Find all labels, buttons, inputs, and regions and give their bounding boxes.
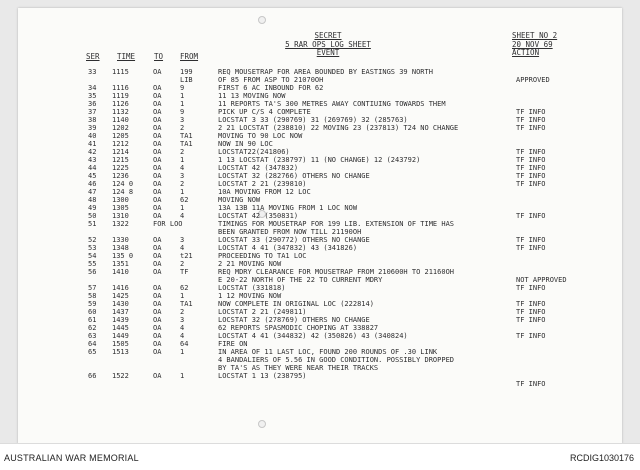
from-cell: 2: [180, 124, 185, 132]
time-cell: 1115: [112, 68, 129, 76]
time-cell: 1439: [112, 316, 129, 324]
ser-cell: 35: [88, 92, 97, 100]
time-cell: 1126: [112, 100, 129, 108]
to-cell: OA: [153, 340, 162, 348]
ser-cell: 54: [88, 252, 97, 260]
from-cell: 3: [180, 172, 185, 180]
event-cell: REQ MOUSETRAP FOR AREA BOUNDED BY EASTINGS 39 NORTH OF 85 FROM ASP TO 21070OH: [218, 68, 433, 84]
action-cell: TF INFO: [516, 316, 546, 324]
log-row: [18, 252, 622, 260]
time-cell: 1215: [112, 156, 129, 164]
log-row: [18, 300, 622, 308]
ser-cell: 43: [88, 156, 97, 164]
to-cell: OA: [153, 252, 162, 260]
time-cell: 1425: [112, 292, 129, 300]
footer-record-id: RCDIG1030176: [569, 453, 634, 463]
event-cell: NOW IN 90 LOC: [218, 140, 273, 148]
from-cell: 64: [180, 340, 189, 348]
event-cell: NOW COMPLETE IN ORIGINAL LOC (222814): [218, 300, 374, 308]
ser-cell: 34: [88, 84, 97, 92]
to-cell: OA: [153, 236, 162, 244]
log-row: [18, 164, 622, 172]
ser-cell: 39: [88, 124, 97, 132]
log-row: [18, 196, 622, 204]
time-cell: 1236: [112, 172, 129, 180]
log-entries: [18, 68, 622, 388]
event-cell: 1 13 LOCSTAT (238797) 11 (NO CHANGE) 12 (243792): [218, 156, 421, 164]
log-row: [18, 212, 622, 220]
to-cell: FOR LOO: [153, 220, 183, 228]
log-row: [18, 204, 622, 212]
to-cell: OA: [153, 108, 162, 116]
from-cell: 1: [180, 372, 185, 380]
log-row: [18, 220, 622, 236]
from-cell: 2: [180, 308, 185, 316]
event-cell: REQ MDRY CLEARANCE FOR MOUSETRAP FROM 210600H TO 21160OH E 20-22 NORTH OF THE 22 TO CURRENT MDRY: [218, 268, 455, 284]
to-cell: OA: [153, 316, 162, 324]
log-row: [18, 284, 622, 292]
ser-cell: 53: [88, 244, 97, 252]
time-cell: 1116: [112, 84, 129, 92]
action-cell: TF INFO: [516, 236, 546, 244]
action-cell: TF INFO: [516, 116, 546, 124]
event-cell: LOCSTAT 2 21 (239810): [218, 180, 307, 188]
log-row: [18, 332, 622, 340]
time-cell: 1430: [112, 300, 129, 308]
ser-cell: 48: [88, 196, 97, 204]
ser-cell: 64: [88, 340, 97, 348]
to-cell: OA: [153, 332, 162, 340]
time-cell: 1202: [112, 124, 129, 132]
event-cell: LOCSTAT 42 (347832): [218, 164, 299, 172]
to-cell: OA: [153, 156, 162, 164]
event-cell: 1 12 MOVING NOW: [218, 292, 282, 300]
to-cell: OA: [153, 308, 162, 316]
event-cell: LOCSTAT 42 (350831): [218, 212, 299, 220]
to-cell: OA: [153, 372, 162, 380]
log-row: [18, 84, 622, 92]
action-cell: TF INFO: [516, 284, 546, 292]
to-cell: OA: [153, 324, 162, 332]
ser-cell: 37: [88, 108, 97, 116]
log-row: [18, 68, 622, 84]
ser-cell: 49: [88, 204, 97, 212]
log-row: [18, 372, 622, 388]
from-cell: TF: [180, 268, 189, 276]
punch-hole: [258, 16, 266, 24]
to-cell: OA: [153, 124, 162, 132]
to-cell: OA: [153, 92, 162, 100]
action-cell: TF INFO: [516, 300, 546, 308]
to-cell: OA: [153, 204, 162, 212]
ser-cell: 33: [88, 68, 97, 76]
to-cell: OA: [153, 172, 162, 180]
from-cell: 3: [180, 316, 185, 324]
to-cell: OA: [153, 244, 162, 252]
to-cell: OA: [153, 196, 162, 204]
from-cell: 62: [180, 284, 189, 292]
action-cell: TF INFO: [516, 212, 546, 220]
from-cell: 1: [180, 204, 185, 212]
to-cell: OA: [153, 348, 162, 356]
log-row: [18, 140, 622, 148]
time-cell: 1449: [112, 332, 129, 340]
from-cell: TA1: [180, 300, 193, 308]
event-cell: MOVING TO 90 LOC NOW: [218, 132, 303, 140]
to-cell: OA: [153, 260, 162, 268]
log-row: [18, 340, 622, 348]
sheet-number: SHEET NO 2: [512, 31, 558, 40]
from-cell: 2: [180, 148, 185, 156]
event-cell: LOCSTAT 33 (290772) OTHERS NO CHANGE: [218, 236, 370, 244]
time-cell: 1205: [112, 132, 129, 140]
log-row: [18, 244, 622, 252]
from-cell: 4: [180, 244, 185, 252]
ser-cell: 60: [88, 308, 97, 316]
time-column-header: TIME: [117, 52, 136, 61]
from-cell: 1: [180, 156, 185, 164]
time-cell: 1305: [112, 204, 129, 212]
action-cell: TF INFO: [516, 180, 546, 188]
action-cell: TF INFO: [516, 244, 546, 252]
sheet-date: 20 NOV 69: [512, 39, 553, 49]
time-cell: 1437: [112, 308, 129, 316]
from-cell: 199 LIB: [180, 68, 193, 84]
to-cell: OA: [153, 132, 162, 140]
log-row: [18, 156, 622, 164]
ser-cell: 46: [88, 180, 97, 188]
from-cell: 4: [180, 324, 185, 332]
ser-cell: 36: [88, 100, 97, 108]
log-row: [18, 132, 622, 140]
time-cell: 1348: [112, 244, 129, 252]
from-cell: 4: [180, 212, 185, 220]
to-cell: OA: [153, 284, 162, 292]
log-row: [18, 316, 622, 324]
to-cell: OA: [153, 180, 162, 188]
to-cell: OA: [153, 68, 162, 76]
log-row: [18, 268, 622, 284]
event-cell: 2 21 MOVING NOW: [218, 260, 282, 268]
log-row: [18, 116, 622, 124]
to-cell: OA: [153, 100, 162, 108]
to-cell: OA: [153, 268, 162, 276]
ser-cell: 50: [88, 212, 97, 220]
time-cell: 1445: [112, 324, 129, 332]
log-row: [18, 124, 622, 132]
to-cell: OA: [153, 84, 162, 92]
from-cell: 9: [180, 84, 185, 92]
action-cell: TF INFO: [516, 124, 546, 132]
footer-source: AUSTRALIAN WAR MEMORIAL: [4, 453, 139, 463]
time-cell: 1505: [112, 340, 129, 348]
from-cell: 9: [180, 108, 185, 116]
time-cell: 1310: [112, 212, 129, 220]
time-cell: 1522: [112, 372, 129, 380]
ser-cell: 41: [88, 140, 97, 148]
event-cell: 11 REPORTS TA'S 300 METRES AWAY CONTIUING TOWARDS THEM: [218, 100, 446, 108]
from-cell: 62: [180, 196, 189, 204]
time-cell: 1119: [112, 92, 129, 100]
event-cell: LOCSTAT 32 (278769) OTHERS NO CHANGE: [218, 316, 370, 324]
action-cell: TF INFO: [516, 156, 546, 164]
ser-cell: 61: [88, 316, 97, 324]
punch-hole: [258, 420, 266, 428]
ser-cell: 62: [88, 324, 97, 332]
from-cell: 2: [180, 260, 185, 268]
action-cell: TF INFO: [516, 172, 546, 180]
time-cell: 1300: [112, 196, 129, 204]
to-cell: OA: [153, 140, 162, 148]
time-cell: 1416: [112, 284, 129, 292]
event-cell: 62 REPORTS SPASMODIC CHOPING AT 338827: [218, 324, 379, 332]
from-cell: 1: [180, 188, 185, 196]
ser-cell: 47: [88, 188, 97, 196]
action-cell: TF INFO: [516, 308, 546, 316]
event-cell: MOVING NOW: [218, 196, 261, 204]
ser-cell: 66: [88, 372, 97, 380]
from-cell: 3: [180, 236, 185, 244]
action-column-header: ACTION: [512, 48, 540, 57]
to-cell: OA: [153, 116, 162, 124]
ser-cell: 45: [88, 172, 97, 180]
from-cell: 1: [180, 100, 185, 108]
log-row: [18, 292, 622, 300]
ser-cell: 59: [88, 300, 97, 308]
event-cell: LOCSTAT 4 41 (344832) 42 (350826) 43 (340824): [218, 332, 408, 340]
column-headers: [18, 52, 622, 62]
from-cell: 3: [180, 116, 185, 124]
classification-label: SECRET: [314, 31, 342, 40]
ser-cell: 51: [88, 220, 97, 228]
action-cell: APPROVED: [516, 76, 550, 84]
event-cell: PICK UP C/S 4 COMPLETE: [218, 108, 311, 116]
log-row: [18, 92, 622, 100]
ser-cell: 58: [88, 292, 97, 300]
to-cell: OA: [153, 188, 162, 196]
from-cell: 1: [180, 348, 185, 356]
event-column-header: EVENT: [316, 48, 340, 57]
from-cell: TA1: [180, 132, 193, 140]
time-cell: 1212: [112, 140, 129, 148]
from-cell: 4: [180, 332, 185, 340]
from-column-header: FROM: [180, 52, 199, 61]
log-row: [18, 348, 622, 372]
event-cell: LOCSTAT (331818): [218, 284, 286, 292]
to-column-header: TO: [154, 52, 164, 61]
log-row: [18, 236, 622, 244]
event-cell: PROCEEDING TO TA1 LOC: [218, 252, 307, 260]
event-cell: FIRST 6 AC INBOUND FOR 62: [218, 84, 324, 92]
action-cell: NOT APPROVED: [516, 276, 567, 284]
log-row: [18, 188, 622, 196]
event-cell: TIMINGS FOR MOUSETRAP FOR 199 LIB. EXTENSION OF TIME HAS BEEN GRANTED FROM NOW TILL 21190OH: [218, 220, 455, 236]
action-cell: TF INFO: [516, 164, 546, 172]
action-cell: TF INFO: [516, 332, 546, 340]
log-row: [18, 260, 622, 268]
event-cell: 11 13 MOVING NOW: [218, 92, 286, 100]
event-cell: LOCSTAT 32 (282766) OTHERS NO CHANGE: [218, 172, 370, 180]
log-row: [18, 100, 622, 108]
time-cell: 1351: [112, 260, 129, 268]
log-row: [18, 324, 622, 332]
event-cell: 10A MOVING FROM 12 LOC: [218, 188, 311, 196]
time-cell: 1513: [112, 348, 129, 356]
ser-cell: 38: [88, 116, 97, 124]
time-cell: 1214: [112, 148, 129, 156]
from-cell: 2: [180, 180, 185, 188]
from-cell: 1: [180, 92, 185, 100]
log-row: [18, 172, 622, 180]
time-cell: 1225: [112, 164, 129, 172]
from-cell: t21: [180, 252, 193, 260]
ser-cell: 57: [88, 284, 97, 292]
ser-cell: 40: [88, 132, 97, 140]
to-cell: OA: [153, 292, 162, 300]
time-cell: 1140: [112, 116, 129, 124]
ser-cell: 63: [88, 332, 97, 340]
ser-cell: 52: [88, 236, 97, 244]
event-cell: LOCSTAT 2 21 (249811): [218, 308, 307, 316]
action-cell: TF INFO: [516, 380, 546, 388]
event-cell: IN AREA OF 11 LAST LOC, FOUND 200 ROUNDS OF .30 LINK 4 BANDALIERS OF 5.56 IN GOOD CONDITION. POSSIBLY DROPPED BY TA'S AS THEY WERE NEAR THEIR TRACKS: [218, 348, 455, 372]
ser-cell: 56: [88, 268, 97, 276]
footer-bar: [0, 443, 640, 470]
event-cell: LOCSTAT 3 33 (290769) 31 (269769) 32 (285763): [218, 116, 408, 124]
log-sheet-page: [18, 8, 622, 444]
time-cell: 1330: [112, 236, 129, 244]
time-cell: 1132: [112, 108, 129, 116]
from-cell: TA1: [180, 140, 193, 148]
action-cell: TF INFO: [516, 108, 546, 116]
action-cell: TF INFO: [516, 148, 546, 156]
event-cell: LOCSTAT 1 13 (238795): [218, 372, 307, 380]
time-cell: 124 8: [112, 188, 134, 196]
ser-column-header: SER: [86, 52, 100, 61]
event-cell: FIRE ON: [218, 340, 248, 348]
sheet-title: 5 RAR OPS LOG SHEET: [285, 39, 371, 49]
event-cell: 13A 13B 11A MOVING FROM 1 LOC NOW: [218, 204, 358, 212]
ser-cell: 44: [88, 164, 97, 172]
ser-cell: 42: [88, 148, 97, 156]
ser-cell: 55: [88, 260, 97, 268]
to-cell: OA: [153, 164, 162, 172]
event-cell: LOCSTAT22(241806): [218, 148, 290, 156]
event-cell: LOCSTAT 4 41 (347832) 43 (341826): [218, 244, 358, 252]
event-cell: 2 21 LOCSTAT (238810) 22 MOVING 23 (237813) T24 NO CHANGE: [218, 124, 459, 132]
log-row: [18, 180, 622, 188]
to-cell: OA: [153, 300, 162, 308]
log-row: [18, 308, 622, 316]
time-cell: 1322: [112, 220, 129, 228]
from-cell: 1: [180, 292, 185, 300]
log-row: [18, 148, 622, 156]
time-cell: 1410: [112, 268, 129, 276]
to-cell: OA: [153, 148, 162, 156]
from-cell: 4: [180, 164, 185, 172]
ser-cell: 65: [88, 348, 97, 356]
to-cell: OA: [153, 212, 162, 220]
time-cell: 135 0: [112, 252, 134, 260]
time-cell: 124 0: [112, 180, 134, 188]
log-row: [18, 108, 622, 116]
